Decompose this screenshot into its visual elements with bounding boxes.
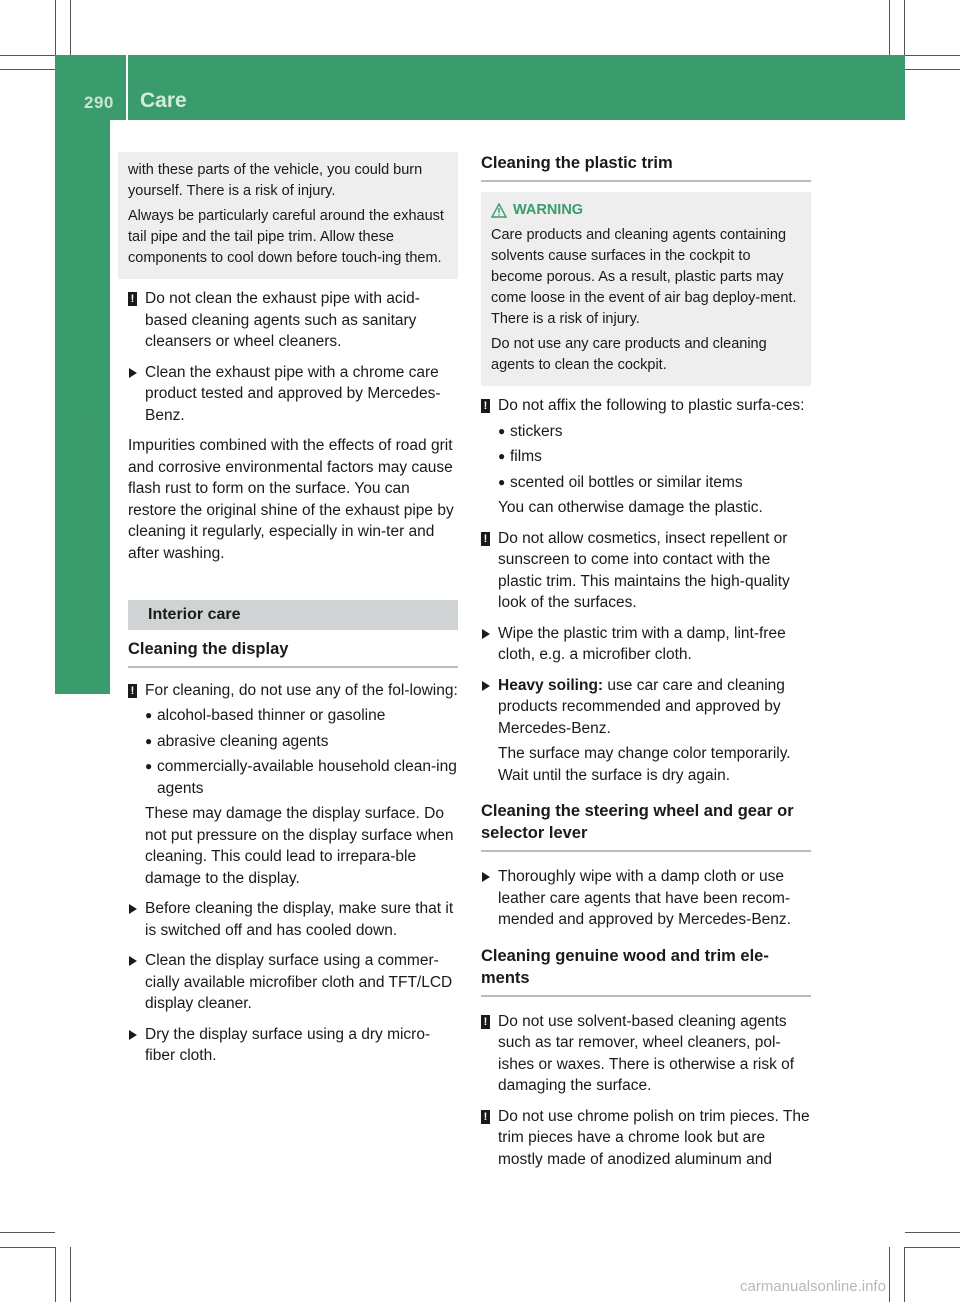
subheading: Cleaning the steering wheel and gear or selector lever	[481, 800, 811, 852]
step-bold-label: Heavy soiling:	[498, 676, 604, 694]
step-text: Wipe the plastic trim with a damp, lint-free cloth, e.g. a microfiber cloth.	[498, 624, 786, 663]
instruction-step	[481, 675, 811, 740]
left-column	[118, 152, 458, 1067]
crop-mark	[889, 0, 890, 55]
list-item	[498, 472, 811, 494]
list-item-text: stickers	[510, 422, 563, 440]
header-divider	[126, 55, 128, 120]
step-text: Thoroughly wipe with a damp cloth or use leather care agents that have been recom-mended and approved by Mercedes-Benz.	[498, 868, 791, 928]
caution-note	[481, 1106, 811, 1171]
arrow-icon	[129, 956, 137, 966]
caution-note	[481, 395, 811, 417]
note-continuation: You can otherwise damage the plastic.	[498, 499, 763, 516]
list-item-text: scented oil bottles or similar items	[510, 473, 743, 491]
arrow-icon	[129, 904, 137, 914]
note-text: Do not clean the exhaust pipe with acid-based cleaning agents such as sanitary cleansers or wheel cleaners.	[145, 290, 420, 350]
instruction-step	[481, 623, 811, 666]
step-continuation: The surface may change color temporarily. Wait until the surface is dry again.	[498, 745, 791, 784]
list-item-text: films	[510, 448, 542, 465]
bullet-icon: ●	[498, 449, 506, 463]
arrow-icon	[129, 368, 137, 378]
note-text: Do not affix the following to plastic surfa-ces:	[498, 397, 805, 414]
bullet-icon: ●	[145, 708, 153, 722]
list-item-text: commercially-available household clean-ing agents	[157, 758, 457, 797]
list-item-text: abrasive cleaning agents	[157, 732, 329, 750]
bullet-list	[145, 705, 458, 799]
paragraph: Impurities combined with the effects of road grit and corrosive environmental factors may cause flash rust to form on the surface. You can restore the original shine of the exhaust pipe by cleaning it regularly, especially in win-ter and after washing.	[128, 437, 454, 562]
warning-text: with these parts of the vehicle, you could burn yourself. There is a risk of injury.	[128, 162, 423, 199]
exclamation-icon: !	[128, 684, 137, 698]
page-number: 290	[84, 93, 114, 112]
crop-mark	[0, 69, 55, 70]
arrow-icon	[482, 872, 490, 882]
note-text: Do not use chrome polish on trim pieces. The trim pieces have a chrome look but are mostly made of anodized aluminum and	[498, 1107, 810, 1168]
warning-text: Care products and cleaning agents containing solvents cause surfaces in the cockpit to become porous. As a result, plastic parts may come loose in the event of air bag deploy-ment. There is a risk of injury.	[491, 227, 797, 327]
instruction-step	[128, 950, 458, 1015]
list-item-text: alcohol-based thinner or gasoline	[157, 707, 386, 724]
warning-header	[491, 200, 801, 221]
arrow-icon	[482, 629, 490, 639]
crop-mark	[889, 1247, 890, 1302]
instruction-step	[481, 866, 811, 931]
warning-text: Always be particularly careful around the exhaust tail pipe and the tail pipe trim. Allow these components to cool down before touch-ing them.	[128, 208, 444, 266]
crop-mark	[0, 1232, 55, 1233]
note-text: Do not allow cosmetics, insect repellent or sunscreen to come into contact with the plastic trim. This maintains the high-quality look of the surfaces.	[498, 529, 790, 611]
bullet-icon: ●	[145, 759, 153, 773]
arrow-icon	[129, 1030, 137, 1040]
crop-mark	[70, 0, 71, 55]
caution-note	[128, 680, 458, 702]
caution-note	[481, 1011, 811, 1097]
crop-mark	[55, 0, 56, 55]
warning-box	[481, 192, 811, 386]
list-item	[498, 421, 811, 443]
exclamation-icon: !	[481, 532, 490, 546]
warning-label: WARNING	[513, 202, 584, 218]
crop-mark	[904, 1247, 905, 1302]
bullet-icon: ●	[498, 423, 506, 438]
bullet-icon: ●	[145, 733, 153, 748]
subheading: Cleaning the plastic trim	[481, 152, 811, 182]
caution-note	[481, 528, 811, 614]
exclamation-icon: !	[481, 399, 490, 413]
crop-mark	[0, 1247, 55, 1248]
warning-continuation	[118, 152, 458, 279]
list-item	[145, 705, 458, 727]
subheading: Cleaning the display	[128, 638, 458, 668]
crop-mark	[904, 0, 905, 55]
step-text: Before cleaning the display, make sure that it is switched off and has cooled down.	[145, 900, 454, 939]
page-title: Care	[140, 89, 187, 112]
warning-triangle-icon	[491, 203, 507, 218]
crop-mark	[905, 1247, 960, 1248]
note-text: For cleaning, do not use any of the fol-lowing:	[145, 681, 458, 699]
caution-note	[128, 288, 458, 353]
crop-mark	[905, 55, 960, 56]
exclamation-icon: !	[481, 1015, 490, 1029]
instruction-step	[128, 898, 458, 941]
right-column	[481, 152, 811, 1170]
step-text: Dry the display surface using a dry micro-fiber cloth.	[145, 1025, 431, 1064]
section-heading: Interior care	[128, 600, 458, 630]
warning-text: Do not use any care products and cleaning agents to clean the cockpit.	[491, 336, 767, 373]
left-body	[118, 288, 458, 1067]
list-item	[145, 756, 458, 799]
exclamation-icon: !	[128, 292, 137, 306]
subheading: Cleaning genuine wood and trim ele-ments	[481, 945, 811, 997]
instruction-step	[128, 1024, 458, 1067]
crop-mark	[905, 1232, 960, 1233]
crop-mark	[55, 1247, 56, 1302]
step-text: Clean the exhaust pipe with a chrome care product tested and approved by Mercedes-Benz.	[145, 363, 441, 424]
note-text: Do not use solvent-based cleaning agents such as tar remover, wheel cleaners, pol-ishes or waxes. There is otherwise a risk of damaging the surface.	[498, 1012, 795, 1094]
arrow-icon	[482, 681, 490, 691]
step-text: Clean the display surface using a commer-cially available microfiber cloth and TFT/LCD display cleaner.	[145, 952, 453, 1012]
note-continuation: These may damage the display surface. Do not put pressure on the display surface when cleaning. This could lead to irrepara-ble damage to the display.	[145, 805, 454, 887]
bullet-list	[498, 421, 811, 494]
watermark: carmanualsonline.info	[740, 1278, 886, 1295]
crop-mark	[70, 1247, 71, 1302]
instruction-step	[128, 362, 458, 427]
step-text: use car care and cleaning products recommended and approved by Mercedes-Benz.	[498, 676, 785, 737]
crop-mark	[0, 55, 55, 56]
list-item	[498, 446, 811, 468]
bullet-icon: ●	[498, 474, 506, 489]
side-tab-label: Maintenance and care	[82, 420, 105, 640]
crop-mark	[905, 69, 960, 70]
exclamation-icon: !	[481, 1110, 490, 1124]
list-item	[145, 731, 458, 753]
